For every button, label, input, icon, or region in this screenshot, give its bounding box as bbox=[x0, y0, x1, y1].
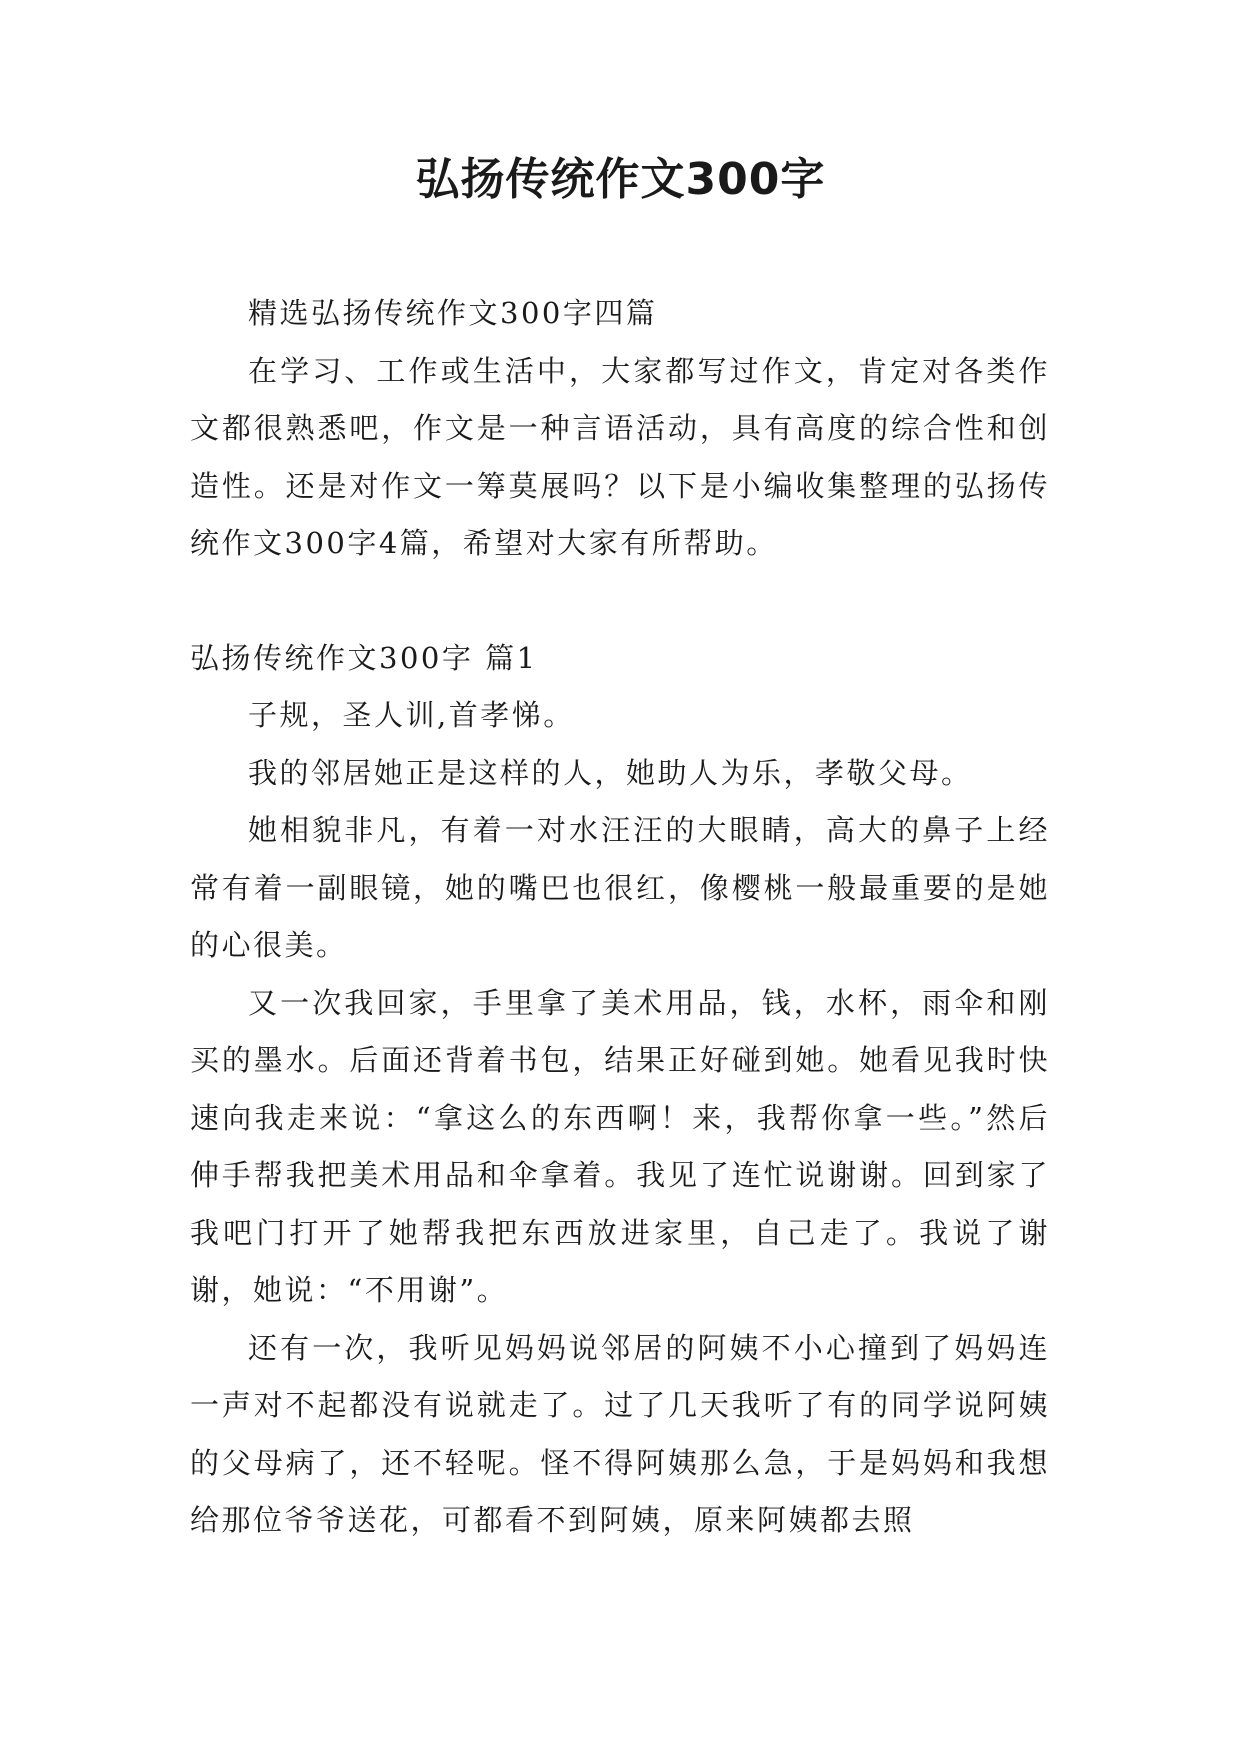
subtitle: 精选弘扬传统作文300字四篇 bbox=[248, 296, 658, 330]
body-paragraph: 还有一次，我听见妈妈说邻居的阿姨不小心撞到了妈妈连一声对不起都没有说就走了。过了几天我听了有的同学说阿姨的父母病了，还不轻呢。怪不得阿姨那么急，于是妈妈和我想给那位爷爷送花，可都看不到阿姨，原来阿姨都去照 bbox=[190, 1330, 1050, 1537]
document-body bbox=[190, 285, 1050, 1550]
page-title: 弘扬传统作文300字 bbox=[415, 154, 826, 205]
body-paragraph: 又一次我回家，手里拿了美术用品，钱，水杯，雨伞和刚买的墨水。后面还背着书包，结果正好碰到她。她看见我时快速向我走来说：“拿这么的东西啊！来，我帮你拿一些。”然后伸手帮我把美术用品和伞拿着。我见了连忙说谢谢。回到家了我吧门打开了她帮我把东西放进家里，自己走了。我说了谢谢，她说：“不用谢”。 bbox=[190, 985, 1050, 1307]
body-paragraph: 她相貌非凡，有着一对水汪汪的大眼睛，高大的鼻子上经常有着一副眼镜，她的嘴巴也很红，像樱桃一般最重要的是她的心很美。 bbox=[190, 813, 1050, 962]
intro-paragraph: 在学习、工作或生活中，大家都写过作文，肯定对各类作文都很熟悉吧，作文是一种言语活动，具有高度的综合性和创造性。还是对作文一筹莫展吗？以下是小编收集整理的弘扬传统作文300字4篇，希望对大家有所帮助。 bbox=[190, 353, 1050, 560]
section-heading: 弘扬传统作文300字 篇1 bbox=[190, 640, 538, 675]
body-paragraph: 我的邻居她正是这样的人，她助人为乐，孝敬父母。 bbox=[248, 755, 973, 790]
body-paragraph: 子规，圣人训,首孝悌。 bbox=[248, 698, 575, 732]
